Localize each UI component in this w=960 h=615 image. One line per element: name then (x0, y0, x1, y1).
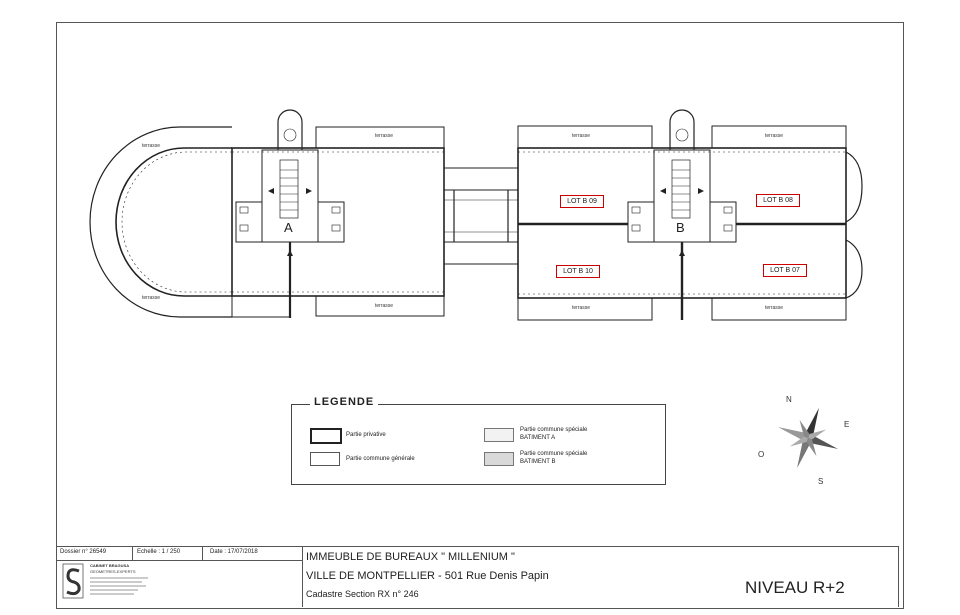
compass-rose-icon (760, 392, 860, 492)
company-address-lines (90, 575, 150, 597)
legend-label-bat-a-line2: BATIMENT A (520, 435, 556, 441)
terrace-label: terrasse (375, 133, 394, 139)
compass-n: N (786, 395, 792, 404)
lot-b09-label: LOT B 09 (560, 195, 604, 208)
terrace-label: terrasse (765, 133, 784, 139)
compass-o: O (758, 450, 765, 459)
terrace-label: terrasse (572, 305, 591, 311)
building-a-curved-inner (116, 148, 232, 296)
legend-swatch-common (310, 452, 340, 466)
terrace-label: terrasse (375, 303, 394, 309)
legend-label-bat-a-line1: Partie commune spéciale (520, 427, 588, 433)
company-name: CABINET BRAGUSA (90, 563, 130, 568)
compass-s: S (818, 477, 824, 486)
legend-label-common: Partie commune générale (346, 456, 415, 462)
legend-box (291, 404, 666, 485)
lot-b07-label: LOT B 07 (763, 264, 807, 277)
building-a-label: A (284, 220, 293, 235)
legend-swatch-bat-b (484, 452, 514, 466)
company-logo-icon (62, 563, 86, 601)
legend-label-private: Partie privative (346, 432, 386, 438)
terrace-label: terrasse (572, 133, 591, 139)
project-title: IMMEUBLE DE BUREAUX " MILLENIUM " (306, 551, 515, 563)
building-b-label: B (676, 220, 685, 235)
lot-b10-label: LOT B 10 (556, 265, 600, 278)
terrace-label: terrasse (142, 295, 161, 301)
date: Date : 17/07/2018 (210, 549, 258, 555)
legend-swatch-bat-a (484, 428, 514, 442)
walkway-north (444, 168, 518, 190)
legend-label-bat-b-line2: BATIMENT B (520, 459, 556, 465)
lot-b08-label: LOT B 08 (756, 194, 800, 207)
cadastre: Cadastre Section RX n° 246 (306, 589, 419, 599)
legend-title: LEGENDE (310, 396, 378, 408)
building-a-curved-facade (90, 127, 232, 317)
building-a-block (232, 148, 444, 296)
legend-swatch-private (310, 428, 342, 444)
niveau-label: NIVEAU R+2 (745, 578, 845, 597)
scale: Echelle : 1 / 250 (137, 549, 181, 555)
legend-label-bat-b-line1: Partie commune spéciale (520, 451, 588, 457)
company-sub: GEOMETRES-EXPERTS (90, 569, 136, 574)
walkway-south (444, 242, 518, 264)
project-city: VILLE DE MONTPELLIER - 501 Rue Denis Papin (306, 570, 549, 582)
compass-e: E (844, 420, 850, 429)
dossier-number: Dossier n° 26549 (60, 549, 107, 555)
terrace-label: terrasse (142, 143, 161, 149)
terrace-label: terrasse (765, 305, 784, 311)
